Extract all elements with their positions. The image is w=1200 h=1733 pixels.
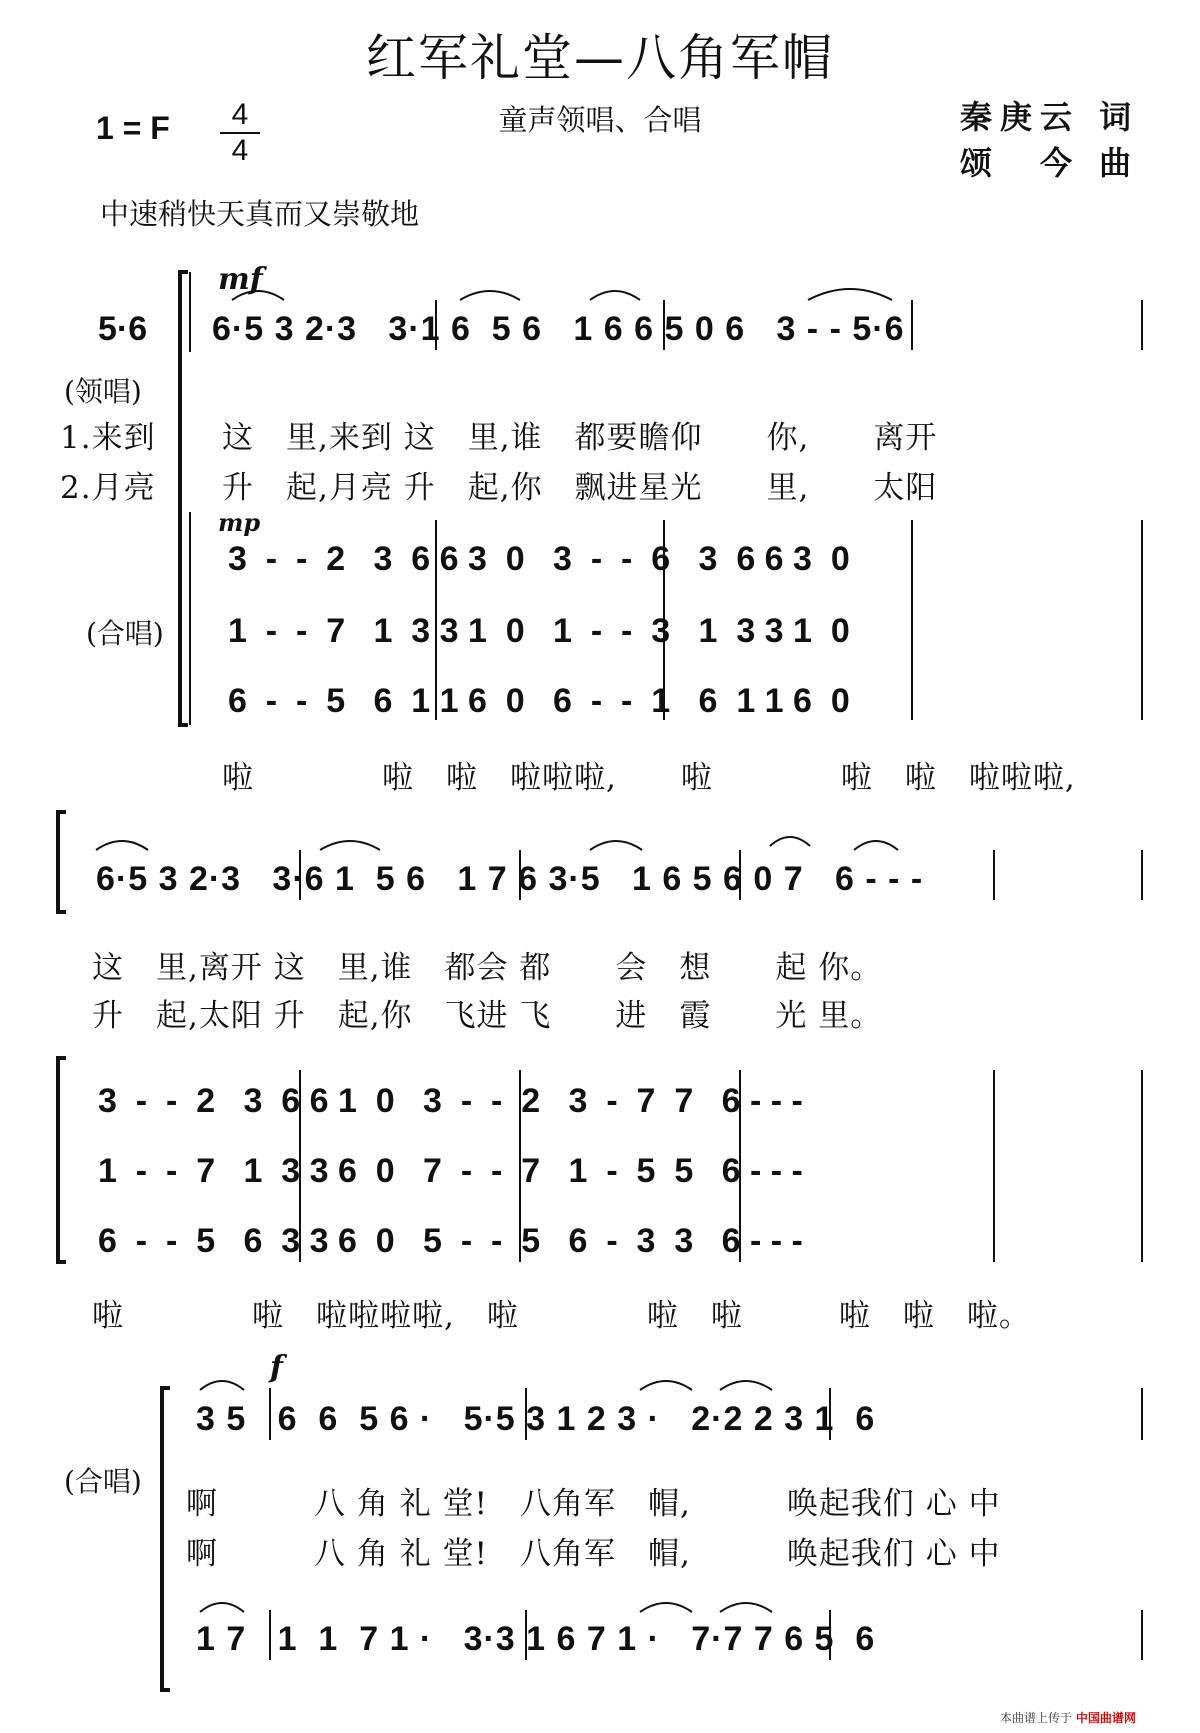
lyric-verse2-line2: 升 起,太阳 升 起,你 飞进 飞 进 霞 光 里。	[92, 998, 883, 1034]
choir-lyric-line2: 啦 啦 啦啦啦啦, 啦 啦 啦 啦 啦 啦。	[92, 1298, 1031, 1334]
composer-credit: 颂 今 曲	[960, 144, 1140, 182]
dynamic-f: f	[270, 1350, 283, 1385]
choir-part3-line1: 6 - - 5 6 1 1 6 0 6 - - 1 6 1 1 6 0	[228, 682, 850, 720]
song-title: 红军礼堂—八角军帽	[366, 29, 834, 87]
time-signature-top: 4	[231, 98, 249, 131]
choir-label-1: (合唱)	[86, 617, 164, 650]
lyric-verse2-prefix: 2.月亮	[60, 470, 156, 506]
choir-part2-line1: 1 - - 7 1 3 3 1 0 1 - - 3 1 3 3 1 0	[228, 612, 850, 650]
choir-lyric-line1: 啦 啦 啦 啦啦啦, 啦 啦 啦 啦啦啦,	[222, 760, 1076, 796]
site-logo[interactable]: 中国曲谱网	[1075, 1711, 1136, 1725]
tempo-marking: 中速稍快天真而又崇敬地	[100, 197, 420, 231]
lyric-verse1-line2: 这 里,离开 这 里,谁 都会 都 会 想 起 你。	[92, 950, 883, 986]
lead-melody-line-2: 6·5 3 2·3 3·6 1 5 6 1 7 6 3·5 1 6 5 6 0 7 6 - - -	[96, 860, 924, 898]
lyric-refrain-line2: 啊 八 角 礼 堂! 八角军 帽, 唤起我们 心 中	[186, 1536, 1001, 1572]
dynamic-mf: mf	[218, 262, 263, 297]
lead-melody-line-1: 6·5 3 2·3 3·1 6 5 6 1 6 6 5 0 6 3 - - 5·6	[212, 310, 905, 348]
performance-note: 童声领唱、合唱	[498, 103, 702, 137]
lower-voice-line3: 1 7 1 1 7 1 · 3·3 1 6 7 1 · 7·7 7 6 5 6	[196, 1620, 876, 1658]
lyric-verse1-line1: 这 里,来到 这 里,谁 都要瞻仰 你, 离开	[222, 420, 938, 456]
time-signature-bottom: 4	[231, 134, 249, 167]
choir-part1-line1: 3 - - 2 3 6 6 3 0 3 - - 6 3 6 6 3 0	[228, 540, 850, 578]
choir-part1-line2: 3 - - 2 3 6 6 1 0 3 - - 2 3 - 7 7 6 - - -	[98, 1082, 803, 1120]
lyric-verse1-prefix: 1.来到	[60, 420, 156, 456]
pickup-notes: 5·6	[98, 310, 148, 348]
upload-footer	[1000, 1709, 1136, 1726]
upload-note: 本曲谱上传于	[1000, 1711, 1073, 1725]
lyricist-credit: 秦庚云 词	[960, 98, 1140, 136]
lyric-refrain-line1: 啊 八 角 礼 堂! 八角军 帽, 唤起我们 心 中	[186, 1486, 1001, 1522]
dynamic-mp: mp	[218, 508, 261, 537]
lead-vocal-label: (领唱)	[64, 375, 142, 408]
choir-part3-line2: 6 - - 5 6 3 3 6 0 5 - - 5 6 - 3 3 6 - - -	[98, 1222, 803, 1260]
choir-label-2: (合唱)	[64, 1465, 142, 1498]
key-signature: 1 = F	[96, 110, 170, 146]
choir-part2-line2: 1 - - 7 1 3 3 6 0 7 - - 7 1 - 5 5 6 - - -	[98, 1152, 803, 1190]
lyric-verse2-line1: 升 起,月亮 升 起,你 飘进星光 里, 太阳	[222, 470, 938, 506]
upper-voice-line3: 3 5 6 6 5 6 · 5·5 3 1 2 3 · 2·2 2 3 1 6	[196, 1400, 876, 1438]
